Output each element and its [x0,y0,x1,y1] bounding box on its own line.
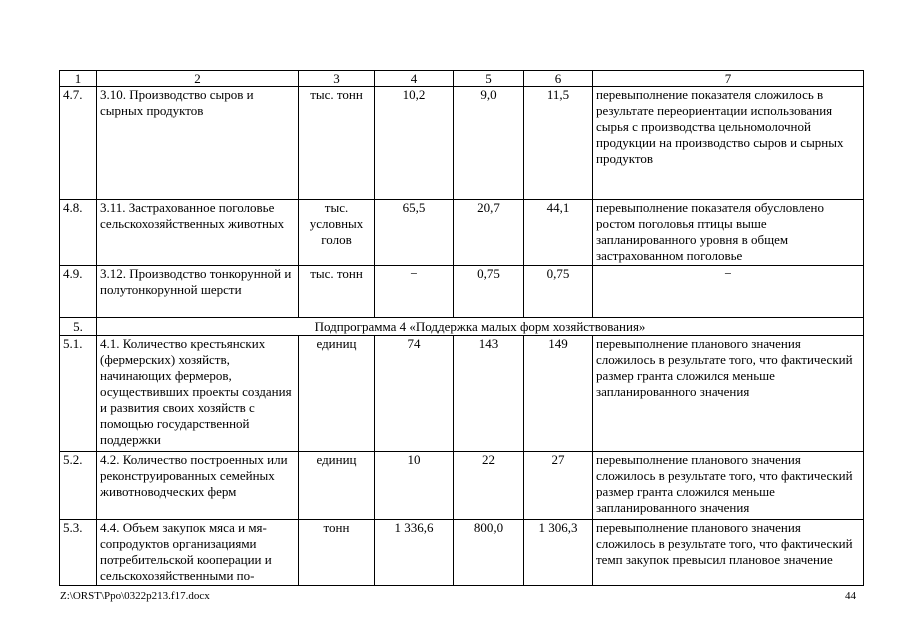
note-cell: перевыполнение показателя сложилось в результате переориентации использования сырья с производства цельномолочной продукции на производство сыров и сырных продуктов [593,87,864,200]
table-row [60,336,864,452]
header-cell: 5 [454,71,524,87]
value-col4: 10 [375,452,454,520]
value-col4: 65,5 [375,200,454,266]
header-cell: 4 [375,71,454,87]
header-cell: 2 [97,71,299,87]
value-col6: 149 [524,336,593,452]
note-cell: перевыполнение планового значения сложилось в результате того, что фактический темп закупок превысил плановое значение [593,520,864,586]
indicator-name: 3.12. Производство тонкорунной и полутонкорунной шерсти [97,266,299,318]
value-col5: 143 [454,336,524,452]
note-cell: перевыполнение планового значения сложилось в результате того, что фактический размер гранта сложился меньше запланированного значения [593,336,864,452]
indicator-name: 4.1. Количество крестьянских (фермерских) хозяйств, начинающих фермеров, осуществивших проекты создания и развития своих хозяйств с помощью государственной поддержки [97,336,299,452]
value-col5: 800,0 [454,520,524,586]
value-col5: 22 [454,452,524,520]
value-col6: 44,1 [524,200,593,266]
section-row [60,318,864,336]
file-path: Z:\ORST\Ppo\0322p213.f17.docx [60,590,210,602]
table-row [60,87,864,200]
value-col4: 10,2 [375,87,454,200]
table-row [60,266,864,318]
row-number: 5.3. [60,520,97,586]
row-number: 5.2. [60,452,97,520]
note-cell: перевыполнение планового значения сложилось в результате того, что фактический размер гранта сложился меньше запланированного значения [593,452,864,520]
value-col6: 1 306,3 [524,520,593,586]
value-col4: 74 [375,336,454,452]
value-col5: 0,75 [454,266,524,318]
value-col4: 1 336,6 [375,520,454,586]
value-col4: − [375,266,454,318]
unit-cell: тонн [299,520,375,586]
header-row [60,71,864,87]
indicator-name: 3.11. Застрахованное поголовье сельскохозяйственных животных [97,200,299,266]
table-row [60,200,864,266]
unit-cell: тыс. тонн [299,87,375,200]
row-number: 4.9. [60,266,97,318]
indicator-name: 4.4. Объем закупок мяса и мя-сопродуктов организациями потребительской кооперации и сельскохозяйственными по- [97,520,299,586]
value-col6: 27 [524,452,593,520]
header-cell: 3 [299,71,375,87]
row-number: 5.1. [60,336,97,452]
table-row [60,520,864,586]
row-number: 4.8. [60,200,97,266]
section-number: 5. [60,318,97,336]
value-col5: 9,0 [454,87,524,200]
header-cell: 1 [60,71,97,87]
row-number: 4.7. [60,87,97,200]
value-col6: 0,75 [524,266,593,318]
indicator-name: 3.10. Производство сыров и сырных продуктов [97,87,299,200]
unit-cell: тыс. тонн [299,266,375,318]
header-cell: 7 [593,71,864,87]
unit-cell: единиц [299,452,375,520]
unit-cell: единиц [299,336,375,452]
header-cell: 6 [524,71,593,87]
section-title: Подпрограмма 4 «Поддержка малых форм хозяйствования» [97,318,864,336]
unit-cell: тыс. условных голов [299,200,375,266]
note-cell: − [593,266,864,318]
indicator-name: 4.2. Количество построенных или реконструированных семейных животноводческих ферм [97,452,299,520]
page-number: 44 [845,590,856,602]
value-col6: 11,5 [524,87,593,200]
note-cell: перевыполнение показателя обусловлено ростом поголовья птицы выше запланированного уровня в общем застрахованном поголовье [593,200,864,266]
indicator-table [59,70,864,586]
table-row [60,452,864,520]
value-col5: 20,7 [454,200,524,266]
